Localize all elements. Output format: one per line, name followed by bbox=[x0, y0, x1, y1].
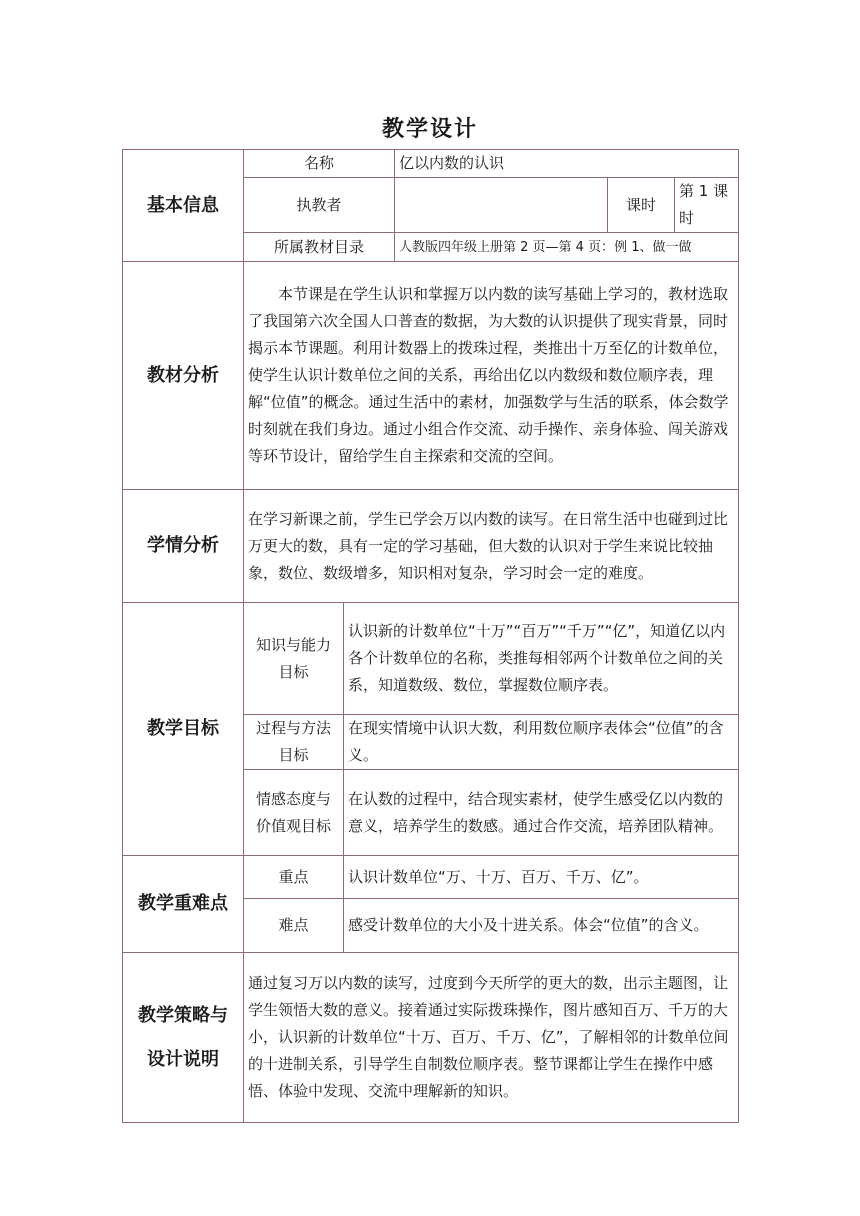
strategy-text: 通过复习万以内数的读写，过度到今天所学的更大的数，出示主题图，让学生领悟大数的意义。接着通过实际拨珠操作，图片感知百万、千万的大小，认识新的计数单位“十万、百万、千万、亿”，了解相邻的计数单位间的十进制关系，引导学生自制数位顺序表。整节课都让学生在操作中感悟、体验中发现、交流中理解新的知识。 bbox=[244, 953, 739, 1123]
strategy-label-line: 设计说明 bbox=[147, 1048, 219, 1070]
key-point-label: 重点 bbox=[244, 856, 344, 899]
row-material bbox=[123, 262, 739, 490]
goals-label: 教学目标 bbox=[123, 603, 244, 856]
difficult-point-label: 难点 bbox=[244, 899, 344, 953]
teacher-label: 执教者 bbox=[244, 178, 395, 233]
document-title: 教学设计 bbox=[381, 117, 478, 142]
row-name bbox=[123, 150, 739, 178]
row-strategy bbox=[123, 953, 739, 1123]
teacher-value bbox=[395, 178, 608, 233]
row-students bbox=[123, 490, 739, 603]
students-text: 在学习新课之前，学生已学会万以内数的读写。在日常生活中也碰到过比万更大的数，具有一定的学习基础，但大数的认识对于学生来说比较抽象，数位、数级增多，知识相对复杂，学习时会一定的难度。 bbox=[244, 490, 739, 603]
row-goal-knowledge bbox=[123, 603, 739, 715]
catalog-value: 人教版四年级上册第 2 页—第 4 页：例 1、做一做 bbox=[395, 233, 739, 262]
goal-text-emotion: 在认数的过程中，结合现实素材，使学生感受亿以内数的意义，培养学生的数感。通过合作交流，培养团队精神。 bbox=[344, 770, 739, 856]
key-point-text: 认识计数单位“万、十万、百万、千万、亿”。 bbox=[344, 856, 739, 899]
goal-label-emotion bbox=[244, 770, 344, 856]
lesson-design-table bbox=[122, 149, 739, 1123]
students-label: 学情分析 bbox=[123, 490, 244, 603]
goal-text-knowledge: 认识新的计数单位“十万”“百万”“千万”“亿”，知道亿以内各个计数单位的名称，类推每相邻两个计数单位之间的关系，知道数级、数位，掌握数位顺序表。 bbox=[344, 603, 739, 715]
keypoints-label: 教学重难点 bbox=[123, 856, 244, 953]
period-value: 第 1 课时 bbox=[675, 178, 739, 233]
name-label: 名称 bbox=[244, 150, 395, 178]
material-label: 教材分析 bbox=[123, 262, 244, 490]
goal-label-line: 目标 bbox=[278, 746, 309, 764]
period-label: 课时 bbox=[608, 178, 675, 233]
goal-label-line: 目标 bbox=[278, 662, 309, 681]
row-key-point bbox=[123, 856, 739, 899]
strategy-label-line: 教学策略与 bbox=[138, 1004, 228, 1026]
goal-label-line: 情感态度与 bbox=[255, 789, 331, 808]
goal-label-knowledge bbox=[244, 603, 344, 715]
material-text: 本节课是在学生认识和掌握万以内数的读写基础上学习的，教材选取了我国第六次全国人口普查的数据，为大数的认识提供了现实背景，同时揭示本节课题。利用计数器上的拨珠过程，类推出十万至亿的计数单位，使学生认识计数单位之间的关系，再给出亿以内数级和数位顺序表，理解“位值”的概念。通过生活中的素材，加强数学与生活的联系，体会数学时刻就在我们身边。通过小组合作交流、动手操作、亲身体验、闯关游戏等环节设计，留给学生自主探索和交流的空间。 bbox=[244, 262, 739, 490]
basic-info-label: 基本信息 bbox=[123, 150, 244, 262]
name-value: 亿以内数的认识 bbox=[395, 150, 739, 178]
strategy-label bbox=[123, 953, 244, 1123]
goal-label-line: 价值观目标 bbox=[255, 816, 331, 835]
goal-text-process: 在现实情境中认识大数，利用数位顺序表体会“位值”的含义。 bbox=[344, 715, 739, 770]
goal-label-line: 过程与方法 bbox=[255, 719, 331, 737]
catalog-label: 所属教材目录 bbox=[244, 233, 395, 262]
goal-label-process bbox=[244, 715, 344, 770]
difficult-point-text: 感受计数单位的大小及十进关系。体会“位值”的含义。 bbox=[344, 899, 739, 953]
goal-label-line: 知识与能力 bbox=[255, 635, 331, 654]
